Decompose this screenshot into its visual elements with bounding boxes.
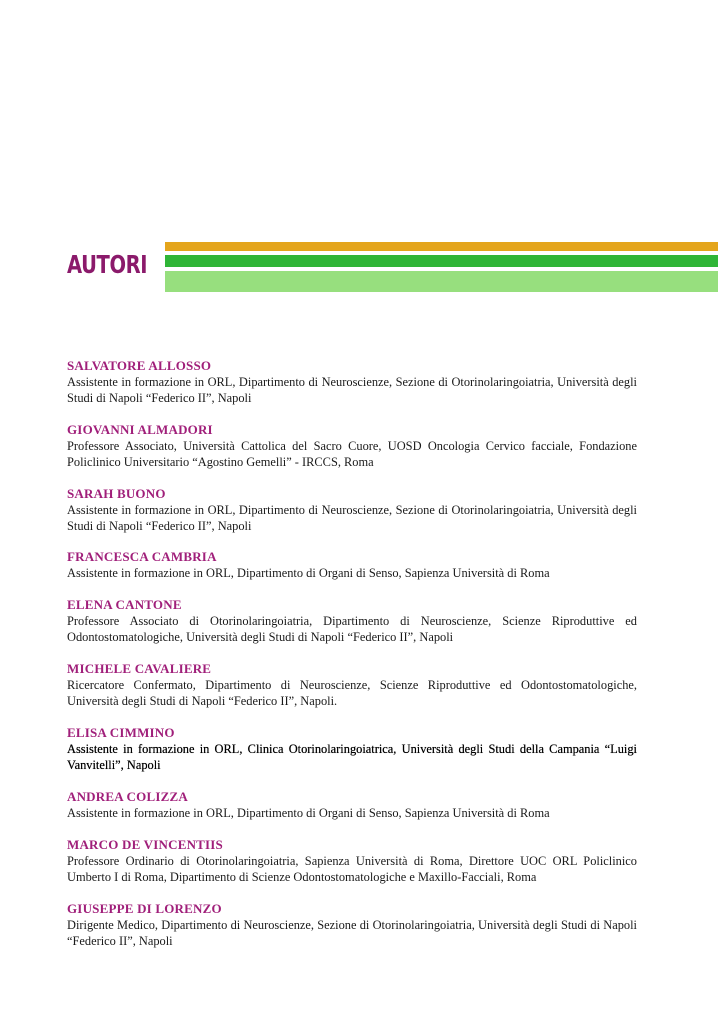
author-entry — [67, 900, 637, 949]
author-affiliation: Assistente in formazione in ORL, Dipartimento di Neuroscienze, Sezione di Otorinolaringoiatria, Università degli Studi di Napoli “Federico II”, Napoli — [67, 375, 637, 405]
author-affiliation: Professore Ordinario di Otorinolaringoiatria, Sapienza Università di Roma, Direttore UOC ORL Policlinico Umberto I di Roma, Dipartimento di Scienze Odontostomatologiche e Maxillo-Facciali, Roma — [67, 854, 637, 884]
author-affiliation: Assistente in formazione in ORL, Dipartimento di Organi di Senso, Sapienza Università di Roma — [67, 566, 550, 580]
author-affiliation: Professore Associato, Università Cattolica del Sacro Cuore, UOSD Oncologia Cervico facciale, Fondazione Policlinico Universitario “Agostino Gemelli” - IRCCS, Roma — [67, 439, 637, 469]
author-name: FRANCESCA CAMBRIA — [67, 549, 217, 564]
author-affiliation: Professore Associato di Otorinolaringoiatria, Dipartimento di Neuroscienze, Scienze Riproduttive ed Odontostomatologiche, Università degli Studi di Napoli “Federico II”, Napoli — [67, 614, 637, 644]
orange-stripe — [165, 242, 718, 251]
author-entry — [67, 660, 637, 709]
author-entry — [67, 485, 637, 534]
author-affiliation: Assistente in formazione in ORL, Dipartimento di Organi di Senso, Sapienza Università di Roma — [67, 806, 550, 820]
author-name: SALVATORE ALLOSSO — [67, 358, 212, 373]
author-name: MARCO DE VINCENTIIS — [67, 837, 223, 852]
section-title: AUTORI — [67, 250, 148, 279]
author-entry — [67, 788, 637, 821]
author-affiliation: Dirigente Medico, Dipartimento di Neuroscienze, Sezione di Otorinolaringoiatria, Università degli Studi di Napoli “Federico II”, Napoli — [67, 918, 637, 948]
author-entry — [67, 421, 637, 470]
author-entry — [67, 836, 637, 885]
author-name: GIOVANNI ALMADORI — [67, 422, 213, 437]
author-entry — [67, 724, 637, 773]
author-name: SARAH BUONO — [67, 486, 166, 501]
author-affiliation: Ricercatore Confermato, Dipartimento di Neuroscienze, Scienze Riproduttive ed Odontostomatologiche, Università degli Studi di Napoli “Federico II”, Napoli. — [67, 678, 637, 708]
author-entry — [67, 357, 637, 406]
author-name: ANDREA COLIZZA — [67, 789, 188, 804]
author-entry — [67, 548, 637, 581]
author-name: ELISA CIMMINO — [67, 725, 175, 740]
light-green-stripe — [165, 271, 718, 292]
section-header — [0, 0, 718, 300]
author-name: MICHELE CAVALIERE — [67, 661, 212, 676]
green-stripe — [165, 255, 718, 267]
author-name: GIUSEPPE DI LORENZO — [67, 901, 222, 916]
author-affiliation: Assistente in formazione in ORL, Dipartimento di Neuroscienze, Sezione di Otorinolaringoiatria, Università degli Studi di Napoli “Federico II”, Napoli — [67, 503, 637, 533]
author-name: ELENA CANTONE — [67, 597, 182, 612]
author-entry — [67, 596, 637, 645]
author-affiliation: Assistente in formazione in ORL, Clinica Otorinolaringoiatrica, Università degli Studi della Campania “Luigi Vanvitelli”, Napoli — [67, 742, 637, 772]
